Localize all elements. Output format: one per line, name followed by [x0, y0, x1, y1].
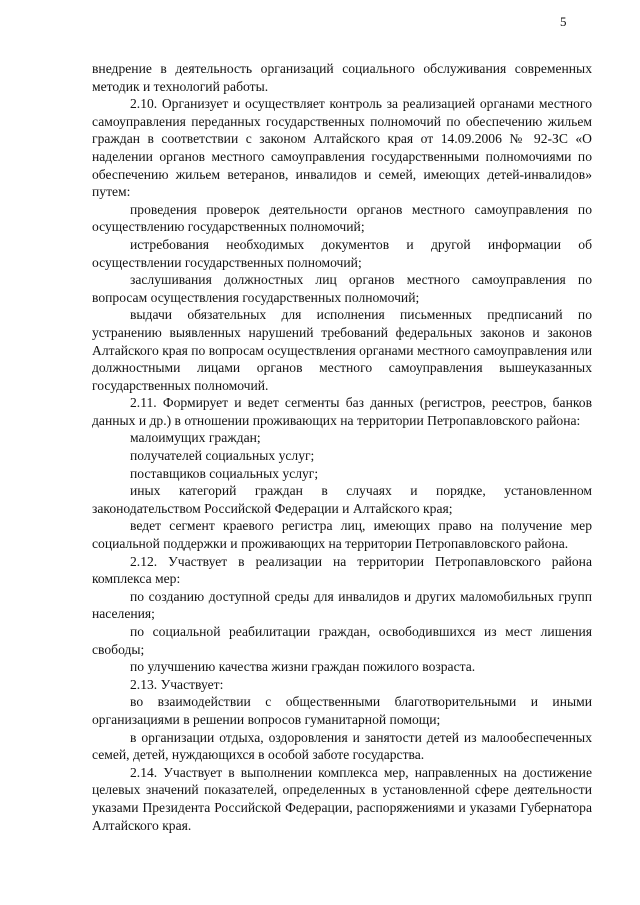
- paragraph: ведет сегмент краевого регистра лиц, имеющих право на получение мер социальной поддержки и проживающих на территории Петропавловского района.: [92, 518, 592, 552]
- paragraph: иных категорий граждан в случаях и порядке, установленном законодательством Российской Федерации и Алтайского края;: [92, 483, 592, 516]
- paragraph: малоимущих граждан;: [130, 430, 261, 446]
- paragraph: 2.10. Организует и осуществляет контроль за реализацией органами местного самоуправления переданных государственных полномочий по обеспечению жильем граждан в соответствии с законом Алтайского края от 14.09.2006 № 92-ЗС «О наделении органов местного самоуправления государственными полномочиями по обеспечению жильем ветеранов, инвалидов и семей, имеющих детей-инвалидов» путем:: [92, 96, 592, 200]
- paragraph: во взаимодействии с общественными благотворительными и иными организациями в решении вопросов гуманитарной помощи;: [92, 694, 592, 727]
- paragraph: 2.12. Участвует в реализации на территории Петропавловского района комплекса мер:: [92, 553, 592, 587]
- paragraph: в организации отдыха, оздоровления и занятости детей из малообеспеченных семей, детей, нуждающихся в особой заботе государства.: [92, 729, 592, 763]
- paragraph: истребования необходимых документов и другой информации об осуществлении государственных полномочий;: [92, 236, 592, 270]
- page-number: 5: [560, 14, 567, 29]
- paragraph: внедрение в деятельность организаций социального обслуживания современных методик и технологий работы.: [92, 61, 592, 94]
- paragraph: 2.11. Формирует и ведет сегменты баз данных (регистров, реестров, банков данных и др.) в отношении проживающих на территории Петропавловского района:: [92, 395, 592, 428]
- paragraph: по социальной реабилитации граждан, освободившихся из мест лишения свободы;: [92, 624, 592, 657]
- document-body: [92, 60, 592, 834]
- paragraph: поставщиков социальных услуг;: [130, 465, 319, 481]
- paragraph: по созданию доступной среды для инвалидов и других маломобильных групп населения;: [92, 588, 592, 622]
- paragraph: получателей социальных услуг;: [130, 448, 315, 464]
- paragraph: выдачи обязательных для исполнения письменных предписаний по устранению выявленных нарушений требований федеральных законов и законов Алтайского края по вопросам осуществления органами местного самоуправления или должностными лицами органов местного самоуправления вышеуказанных государственных полномочий.: [92, 307, 593, 393]
- paragraph: 2.13. Участвует:: [130, 676, 224, 692]
- paragraph: 2.14. Участвует в выполнении комплекса мер, направленных на достижение целевых значений показателей, определенных в установленной сфере деятельности указами Президента Российской Федерации, распоряжениями и указами Губернатора Алтайского края.: [92, 764, 592, 833]
- paragraph: проведения проверок деятельности органов местного самоуправления по осуществлению государственных полномочий;: [92, 201, 592, 235]
- paragraph: по улучшению качества жизни граждан пожилого возраста.: [130, 659, 476, 675]
- paragraph: заслушивания должностных лиц органов местного самоуправления по вопросам осуществления государственных полномочий;: [92, 272, 592, 305]
